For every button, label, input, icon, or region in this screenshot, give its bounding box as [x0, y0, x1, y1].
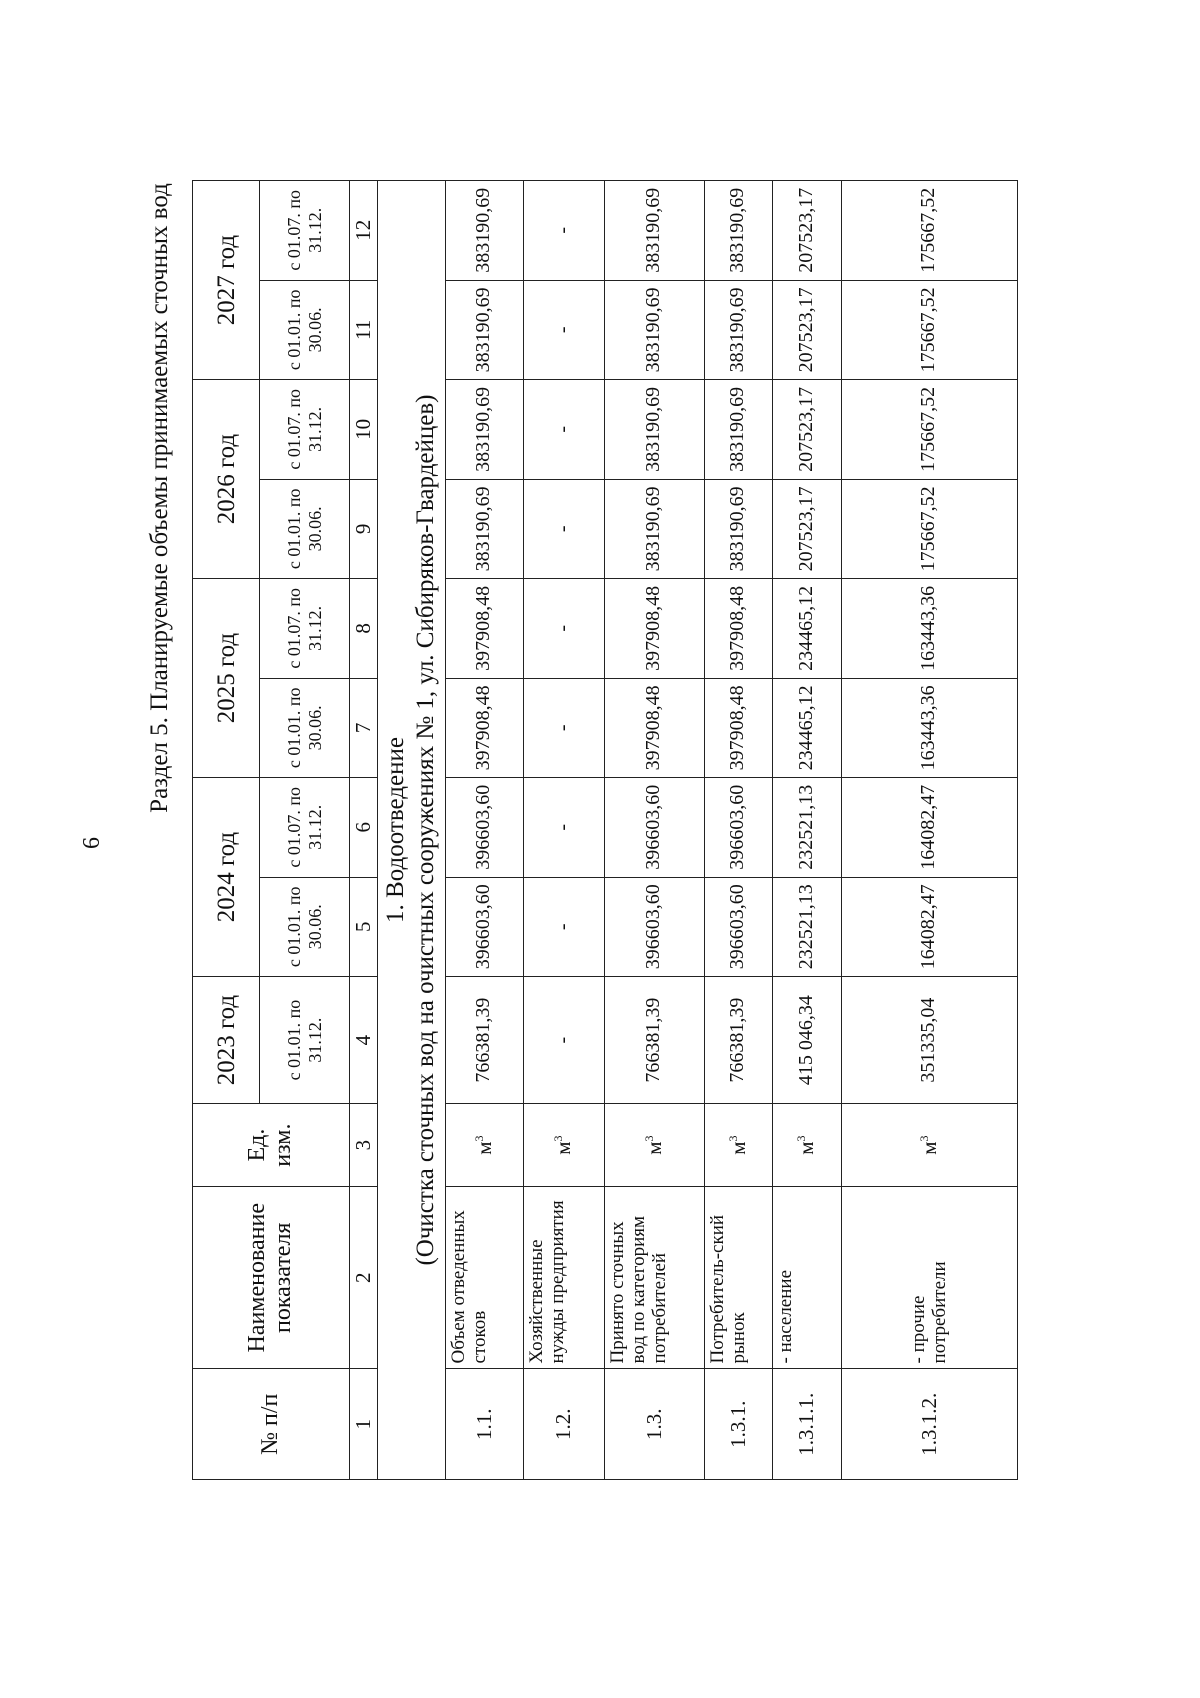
header-period: с 01.01. по 30.06. — [260, 678, 350, 777]
table-row — [445, 181, 523, 1480]
value-cell: 397908,48 — [445, 579, 523, 679]
section-subtitle: (Очистка сточных вод на очистных сооружениях № 1, ул. Сибиряков-Гвардейцев) — [412, 394, 440, 1266]
table-row — [841, 181, 1017, 1480]
row-name: - прочие потребители — [841, 1187, 1017, 1369]
row-unit: $м^3$ — [445, 1104, 523, 1187]
value-cell: - — [523, 579, 604, 679]
value-cell: - — [523, 479, 604, 578]
value-cell: - — [523, 181, 604, 281]
header-unit: Ед. изм. — [193, 1104, 350, 1187]
value-cell: 396603,60 — [445, 877, 523, 976]
value-cell: 175667,52 — [841, 380, 1017, 480]
value-cell: 383190,69 — [445, 380, 523, 480]
value-cell: - — [523, 877, 604, 976]
value-cell: 383190,69 — [704, 280, 772, 379]
value-cell: 397908,48 — [445, 678, 523, 777]
header-period: с 01.01. по 31.12. — [260, 977, 350, 1104]
page-title: Раздел 5. Планируемые объемы принимаемых сточных вод — [146, 183, 173, 813]
header-period: с 01.01. по 30.06. — [260, 280, 350, 379]
column-number: 12 — [350, 181, 378, 281]
row-name: Объем отведенных стоков — [445, 1187, 523, 1369]
value-cell: 232521,13 — [772, 877, 841, 976]
row-number: 1.1. — [445, 1369, 523, 1480]
column-number: 11 — [350, 280, 378, 379]
header-period: с 01.07. по 31.12. — [260, 181, 350, 281]
section-row — [377, 181, 445, 1480]
value-cell: 351335,04 — [841, 977, 1017, 1104]
value-cell: 234465,12 — [772, 678, 841, 777]
header-period: с 01.07. по 31.12. — [260, 778, 350, 878]
value-cell: 164082,47 — [841, 778, 1017, 878]
value-cell: 175667,52 — [841, 479, 1017, 578]
value-cell: 207523,17 — [772, 380, 841, 480]
header-row-years — [193, 181, 260, 1480]
row-unit: $м^3$ — [523, 1104, 604, 1187]
value-cell: 396603,60 — [445, 778, 523, 878]
value-cell: 415 046,34 — [772, 977, 841, 1104]
row-number: 1.3. — [604, 1369, 704, 1480]
column-number: 9 — [350, 479, 378, 578]
value-cell: 397908,48 — [604, 579, 704, 679]
column-number: 2 — [350, 1187, 378, 1369]
header-period: с 01.01. по 30.06. — [260, 479, 350, 578]
value-cell: - — [523, 977, 604, 1104]
table-row — [604, 181, 704, 1480]
value-cell: 396603,60 — [704, 877, 772, 976]
value-cell: 163443,36 — [841, 678, 1017, 777]
value-cell: 175667,52 — [841, 280, 1017, 379]
header-period: с 01.07. по 31.12. — [260, 380, 350, 480]
value-cell: 383190,69 — [445, 280, 523, 379]
value-cell: 383190,69 — [704, 380, 772, 480]
table-row — [704, 181, 772, 1480]
value-cell: - — [523, 380, 604, 480]
rotated-table-container — [192, 180, 1092, 1480]
header-year-2023: 2023 год — [193, 977, 260, 1104]
header-name: Наименование показателя — [193, 1187, 350, 1369]
value-cell: 175667,52 — [841, 181, 1017, 281]
value-cell: 397908,48 — [704, 579, 772, 679]
column-number: 8 — [350, 579, 378, 679]
column-number: 10 — [350, 380, 378, 480]
value-cell: 397908,48 — [704, 678, 772, 777]
header-year-2024: 2024 год — [193, 778, 260, 977]
row-number: 1.3.1.1. — [772, 1369, 841, 1480]
row-name: Хозяйственные нужды предприятия — [523, 1187, 604, 1369]
header-year-2026: 2026 год — [193, 380, 260, 579]
page-title-container — [120, 183, 200, 813]
table-row — [523, 181, 604, 1480]
value-cell: - — [523, 280, 604, 379]
column-number: 6 — [350, 778, 378, 878]
column-number: 5 — [350, 877, 378, 976]
row-unit: $м^3$ — [704, 1104, 772, 1187]
row-number: 1.2. — [523, 1369, 604, 1480]
column-number: 1 — [350, 1369, 378, 1480]
value-cell: 396603,60 — [604, 778, 704, 878]
value-cell: - — [523, 678, 604, 777]
value-cell: - — [523, 778, 604, 878]
row-name: Потребитель-ский рынок — [704, 1187, 772, 1369]
row-unit: $м^3$ — [841, 1104, 1017, 1187]
value-cell: 163443,36 — [841, 579, 1017, 679]
value-cell: 396603,60 — [704, 778, 772, 878]
column-number: 3 — [350, 1104, 378, 1187]
header-year-2025: 2025 год — [193, 579, 260, 778]
section-heading — [377, 181, 445, 1480]
value-cell: 766381,39 — [445, 977, 523, 1104]
table-row — [772, 181, 841, 1480]
row-unit: $м^3$ — [604, 1104, 704, 1187]
value-cell: 383190,69 — [604, 479, 704, 578]
row-number: 1.3.1.2. — [841, 1369, 1017, 1480]
header-period: с 01.07. по 31.12. — [260, 579, 350, 679]
row-name: - население — [772, 1187, 841, 1369]
value-cell: 396603,60 — [604, 877, 704, 976]
value-cell: 383190,69 — [604, 181, 704, 281]
page-number: 6 — [79, 837, 105, 849]
value-cell: 383190,69 — [604, 380, 704, 480]
header-period: с 01.01. по 30.06. — [260, 877, 350, 976]
row-number: 1.3.1. — [704, 1369, 772, 1480]
row-name: Принято сточных вод по категориям потребителей — [604, 1187, 704, 1369]
value-cell: 164082,47 — [841, 877, 1017, 976]
value-cell: 234465,12 — [772, 579, 841, 679]
row-unit: $м^3$ — [772, 1104, 841, 1187]
value-cell: 383190,69 — [704, 181, 772, 281]
value-cell: 397908,48 — [604, 678, 704, 777]
value-cell: 232521,13 — [772, 778, 841, 878]
value-cell: 207523,17 — [772, 181, 841, 281]
value-cell: 383190,69 — [704, 479, 772, 578]
value-cell: 207523,17 — [772, 479, 841, 578]
column-number: 4 — [350, 977, 378, 1104]
value-cell: 383190,69 — [445, 181, 523, 281]
section-title: 1. Водоотведение — [382, 737, 410, 923]
column-number-row — [350, 181, 378, 1480]
column-number: 7 — [350, 678, 378, 777]
value-cell: 207523,17 — [772, 280, 841, 379]
value-cell: 766381,39 — [704, 977, 772, 1104]
header-num: № п/п — [193, 1369, 350, 1480]
value-cell: 383190,69 — [445, 479, 523, 578]
header-year-2027: 2027 год — [193, 181, 260, 380]
value-cell: 766381,39 — [604, 977, 704, 1104]
value-cell: 383190,69 — [604, 280, 704, 379]
water-volume-table — [192, 180, 1018, 1480]
